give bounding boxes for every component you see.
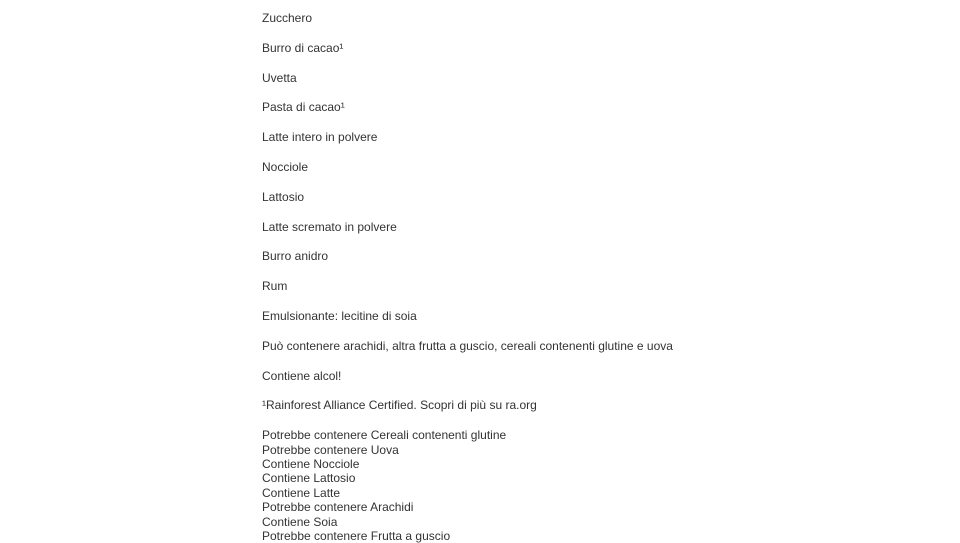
allergen-item: Contiene Nocciole — [262, 456, 360, 471]
ingredient-list — [262, 10, 902, 427]
ingredient-item: Lattosio — [262, 189, 305, 204]
ingredient-item: Pasta di cacao¹ — [262, 100, 345, 115]
allergen-item: Potrebbe contenere Arachidi — [262, 500, 414, 515]
ingredient-item: Zucchero — [262, 11, 313, 25]
allergen-item: Contiene Soia — [262, 514, 338, 529]
ingredient-item: Latte intero in polvere — [262, 130, 378, 145]
product-info-content — [262, 10, 902, 543]
may-contain-note: Può contenere arachidi, altra frutta a guscio, cereali contenenti glutine e uova — [262, 338, 673, 353]
emulsifier-note: Emulsionante: lecitine di soia — [262, 308, 417, 323]
allergen-item: Contiene Latte — [262, 485, 341, 500]
ingredient-item: Burro anidro — [262, 249, 329, 264]
allergen-item: Potrebbe contenere Cereali contenenti glutine — [262, 428, 507, 443]
ingredient-item: Rum — [262, 279, 288, 294]
ingredient-item: Latte scremato in polvere — [262, 219, 397, 234]
allergen-item: Contiene Lattosio — [262, 471, 356, 486]
allergen-item: Potrebbe contenere Uova — [262, 442, 399, 457]
alcohol-note: Contiene alcol! — [262, 368, 342, 383]
ingredient-item: Nocciole — [262, 159, 309, 174]
allergen-item: Potrebbe contenere Frutta a guscio — [262, 529, 451, 543]
ingredient-item: Burro di cacao¹ — [262, 40, 344, 55]
allergen-list — [262, 428, 902, 543]
ingredient-item: Uvetta — [262, 70, 297, 85]
certification-note: ¹Rainforest Alliance Certified. Scopri di più su ra.org — [262, 398, 537, 413]
